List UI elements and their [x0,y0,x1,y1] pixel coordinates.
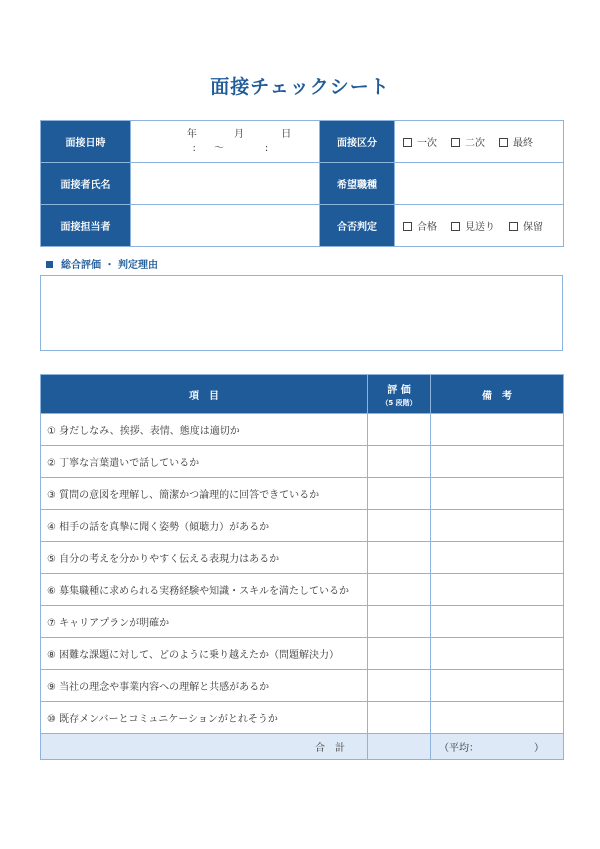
time-colon-start: : [192,142,196,154]
checklist-item: ① 身だしなみ、挨拶、表情、態度は適切か [41,414,368,446]
checklist-item: ⑥ 募集職種に求められる実務経験や知識・スキルを満たしているか [41,574,368,606]
note-cell[interactable] [431,702,564,734]
total-score-cell[interactable] [368,734,431,760]
table-row [41,478,564,510]
note-cell[interactable] [431,670,564,702]
checklist-item: ③ 質問の意図を理解し、簡潔かつ論理的に回答できているか [41,478,368,510]
time-colon-end: : [264,142,269,154]
evaluation-heading: 総合評価 ・ 判定理由 [46,256,158,271]
checklist-item: ② 丁寧な言葉遣いで話しているか [41,446,368,478]
time-tilde: ～ [214,142,224,154]
category-option-first[interactable]: 一次 [403,134,437,149]
interviewer-label: 面接担当者 [41,205,131,247]
table-row [41,638,564,670]
table-row [41,542,564,574]
result-option-pass[interactable]: 合格 [403,218,437,233]
result-option-hold[interactable]: 保留 [509,218,543,233]
name-label: 面接者氏名 [41,163,131,205]
month-label: 月 [234,128,244,140]
note-cell[interactable] [431,542,564,574]
result-label: 合否判定 [320,205,395,247]
score-scale-note: （5 段階） [381,398,417,407]
checkbox-icon [403,138,412,147]
score-cell[interactable] [368,542,431,574]
interview-info-table [40,120,564,247]
square-bullet-icon [46,261,53,268]
column-header-score: 評 価 （5 段階） [368,375,431,414]
checklist-table [40,374,564,760]
note-cell[interactable] [431,414,564,446]
note-cell[interactable] [431,638,564,670]
checklist-item: ⑧ 困難な課題に対して、どのように乗り越えたか（問題解決力） [41,638,368,670]
checklist-item: ⑦ キャリアプランが明確か [41,606,368,638]
name-field[interactable] [131,163,320,205]
checkbox-icon [499,138,508,147]
result-options [395,205,564,247]
position-label: 希望職種 [320,163,395,205]
checkbox-icon [509,222,518,231]
score-cell[interactable] [368,414,431,446]
score-cell[interactable] [368,446,431,478]
interviewer-field[interactable] [131,205,320,247]
checkbox-icon [451,222,460,231]
table-row [41,670,564,702]
page-title: 面接チェックシート [210,76,390,98]
score-cell[interactable] [368,574,431,606]
checklist-item: ⑤ 自分の考えを分かりやすく伝える表現力はあるか [41,542,368,574]
checkbox-icon [451,138,460,147]
result-option-decline[interactable]: 見送り [451,218,495,233]
date-label: 面接日時 [41,121,131,163]
category-option-second[interactable]: 二次 [451,134,485,149]
table-row [41,574,564,606]
score-cell[interactable] [368,606,431,638]
checklist-header-row [41,375,564,414]
checklist-item: ④ 相手の話を真摯に聞く姿勢（傾聴力）があるか [41,510,368,542]
date-field[interactable] [131,121,320,163]
total-label: 合 計 [41,734,368,760]
column-header-item: 項 目 [41,375,368,414]
average-cell[interactable]: （平均： ） [431,734,564,760]
category-option-final[interactable]: 最終 [499,134,533,149]
checklist-item: ⑩ 既存メンバーとコミュニケーションがとれそうか [41,702,368,734]
note-cell[interactable] [431,478,564,510]
table-row [41,414,564,446]
category-options [395,121,564,163]
table-row [41,446,564,478]
note-cell[interactable] [431,574,564,606]
table-row [41,510,564,542]
evaluation-reason-field[interactable] [40,275,563,351]
table-row [41,606,564,638]
day-label: 日 [281,128,292,140]
score-cell[interactable] [368,638,431,670]
checkbox-icon [403,222,412,231]
checklist-item: ⑨ 当社の理念や事業内容への理解と共感があるか [41,670,368,702]
category-label: 面接区分 [320,121,395,163]
year-label: 年 [186,128,197,140]
note-cell[interactable] [431,446,564,478]
total-row [41,734,564,760]
score-cell[interactable] [368,670,431,702]
note-cell[interactable] [431,510,564,542]
score-cell[interactable] [368,510,431,542]
position-field[interactable] [395,163,564,205]
table-row [41,702,564,734]
score-cell[interactable] [368,702,431,734]
score-cell[interactable] [368,478,431,510]
column-header-note: 備 考 [431,375,564,414]
note-cell[interactable] [431,606,564,638]
